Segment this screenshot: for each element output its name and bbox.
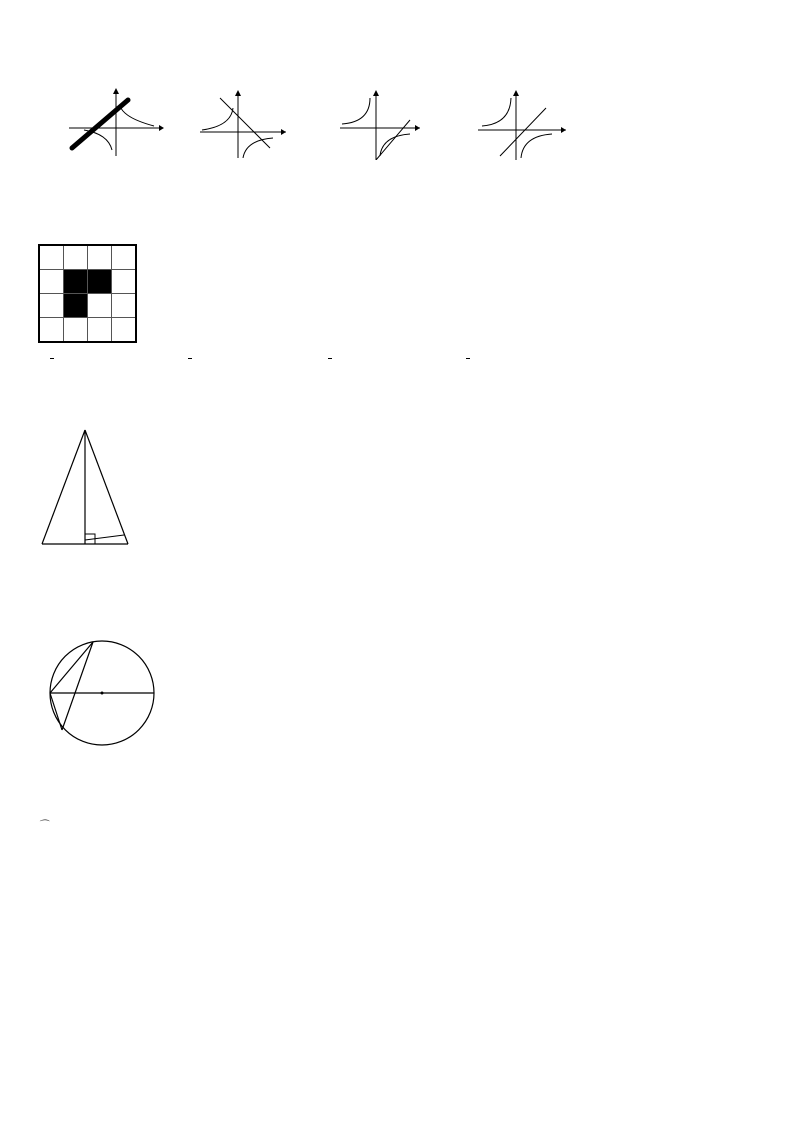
q7-option-a xyxy=(38,350,54,366)
grid-cell xyxy=(39,245,64,270)
grid-cell xyxy=(64,245,88,270)
q7-option-b xyxy=(176,350,192,366)
grid-cell-black xyxy=(88,270,112,294)
grid-cell xyxy=(64,318,88,343)
grid-cell xyxy=(112,245,137,270)
grid-cell xyxy=(39,318,64,343)
grid-cell xyxy=(112,318,137,343)
q6-option-a-graph xyxy=(64,88,164,158)
q7-grid-figure xyxy=(38,244,137,343)
q6-option-b-graph xyxy=(198,88,288,158)
grid-cell-black xyxy=(64,294,88,318)
grid-cell xyxy=(39,270,64,294)
q9-circle-figure xyxy=(34,624,174,754)
grid-cell xyxy=(112,294,137,318)
q8-triangle-figure xyxy=(34,418,138,564)
grid-cell xyxy=(88,318,112,343)
grid-cell xyxy=(112,270,137,294)
q6-option-c-graph xyxy=(338,88,428,160)
grid-cell-black xyxy=(64,270,88,294)
q7-option-c xyxy=(316,350,332,366)
q6-option-d-graph xyxy=(476,88,568,160)
grid-cell xyxy=(88,294,112,318)
grid-cell xyxy=(39,294,64,318)
grid-cell xyxy=(88,245,112,270)
q7-option-d xyxy=(454,350,470,366)
